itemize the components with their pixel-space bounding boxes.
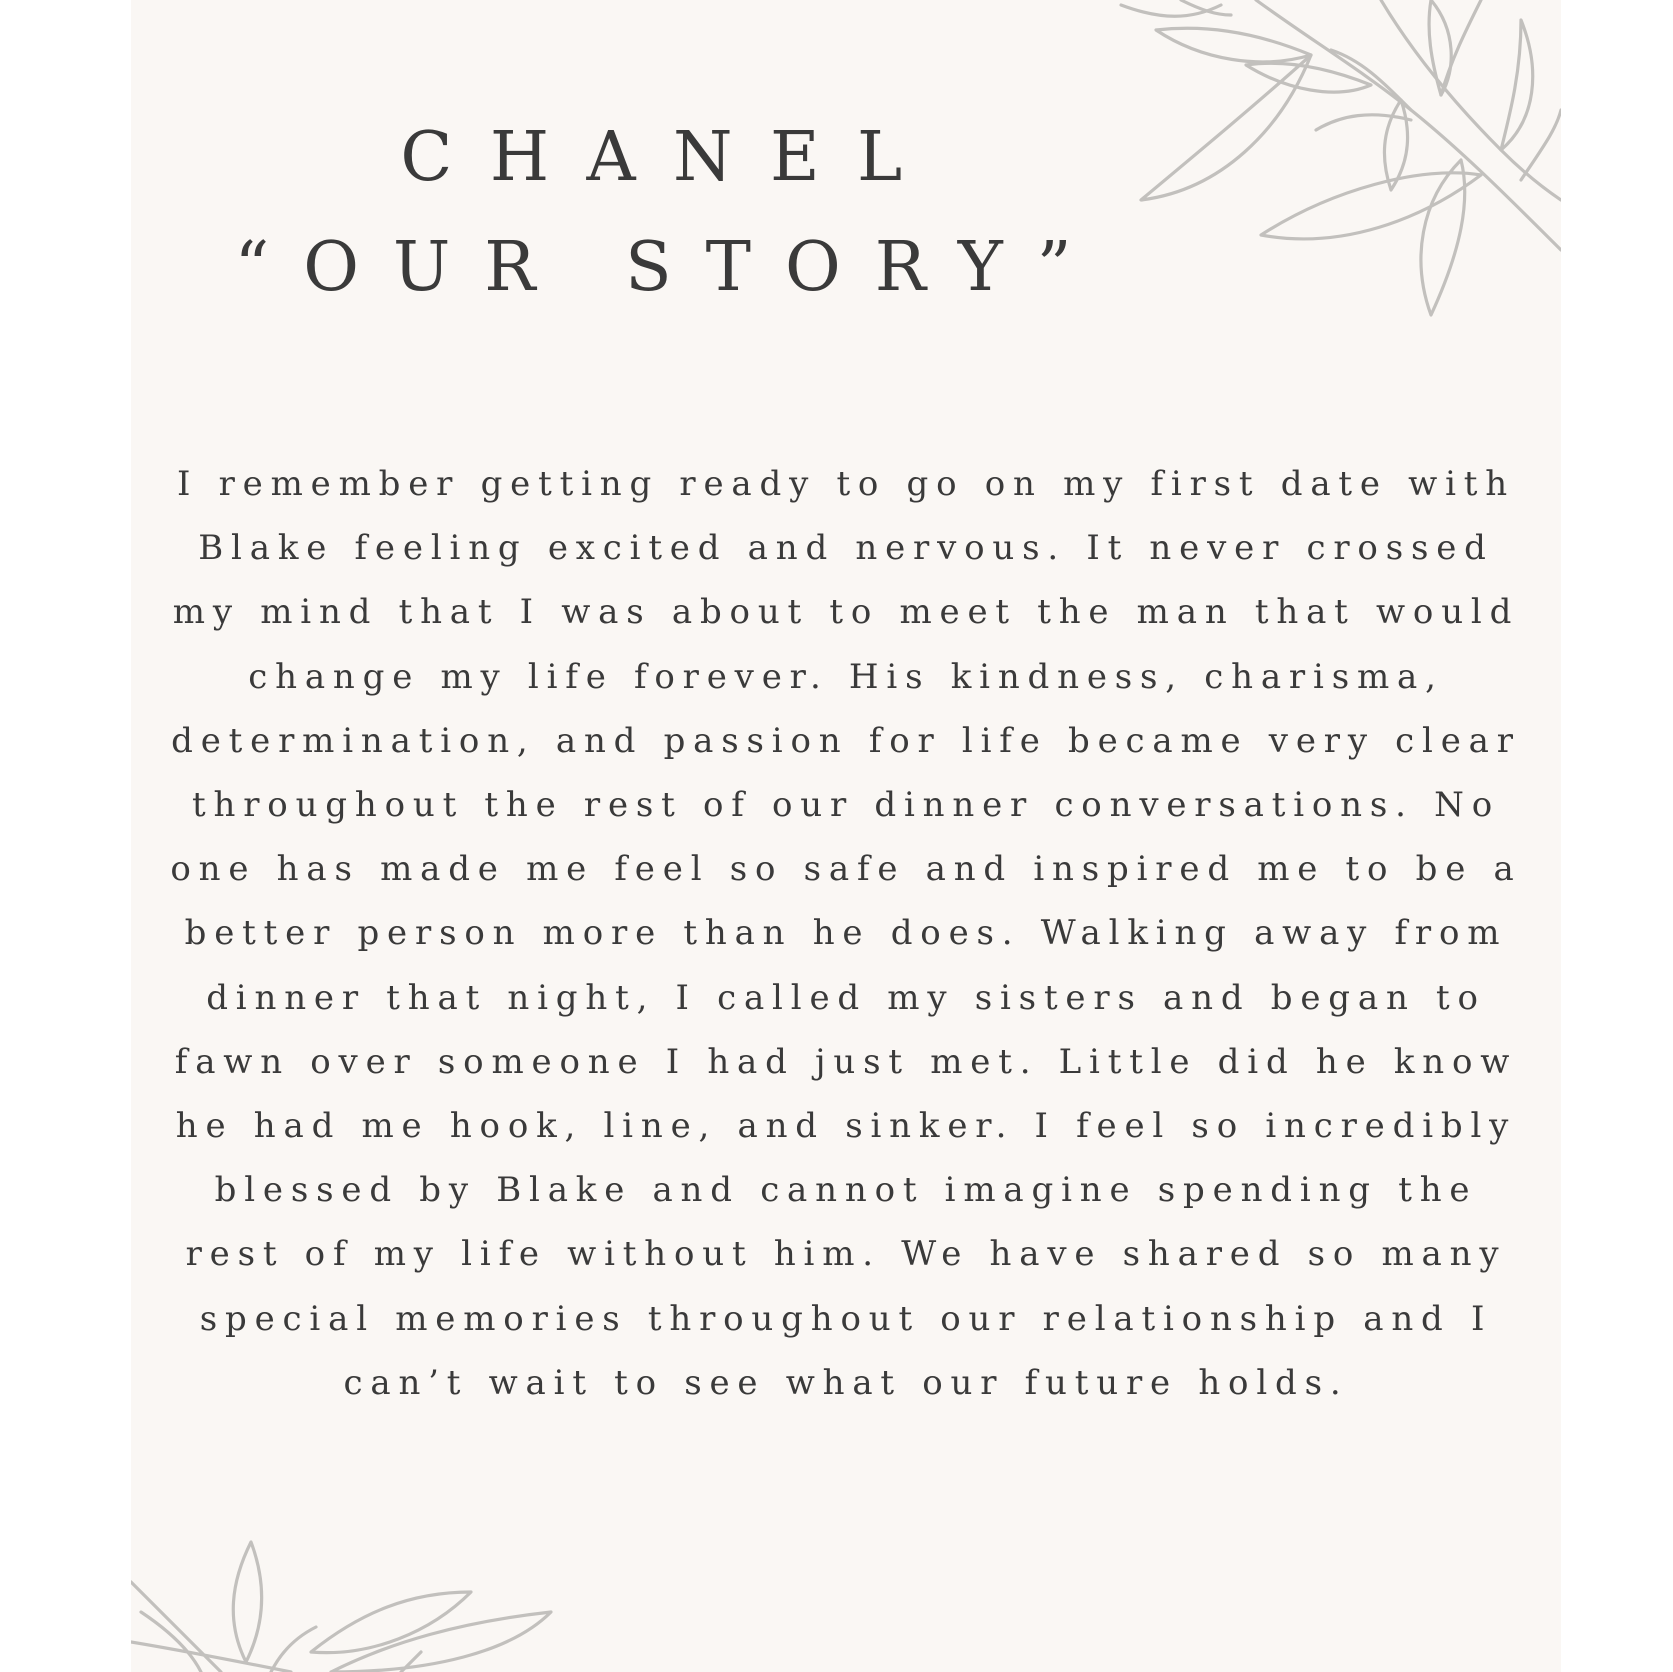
story-line: one has made me feel so safe and inspired me to be a [170,849,1522,890]
story-line: my mind that I was about to meet the man that would [172,592,1520,633]
story-line: change my life forever. His kindness, charisma, [248,656,1444,697]
story-line: fawn over someone I had just met. Little did he know [174,1041,1518,1082]
story-line: blessed by Blake and cannot imagine spending the [214,1170,1478,1211]
story-line: he had me hook, line, and sinker. I feel so incredibly [175,1106,1517,1147]
story-line: I remember getting ready to go on my first date with [177,464,1515,504]
story-text [166,452,1526,1415]
title-name: CHANEL [400,118,940,197]
story-line: dinner that night, I called my sisters and began to [206,977,1486,1018]
title-subtitle: “OUR STORY” [234,228,1106,307]
story-line: better person more than he does. Walking away from [184,913,1508,954]
story-line: Blake feeling excited and nervous. It never crossed [198,528,1494,569]
story-line: throughout the rest of our dinner conversations. No [192,785,1500,826]
story-line: special memories throughout our relationship and I [199,1298,1493,1339]
leaf-branch-icon [131,1522,581,1672]
story-line: determination, and passion for life became very clear [171,720,1521,761]
story-card [131,0,1561,1672]
story-line: can’t wait to see what our future holds. [343,1362,1349,1403]
story-line: rest of my life without him. We have shared so many [185,1234,1507,1275]
